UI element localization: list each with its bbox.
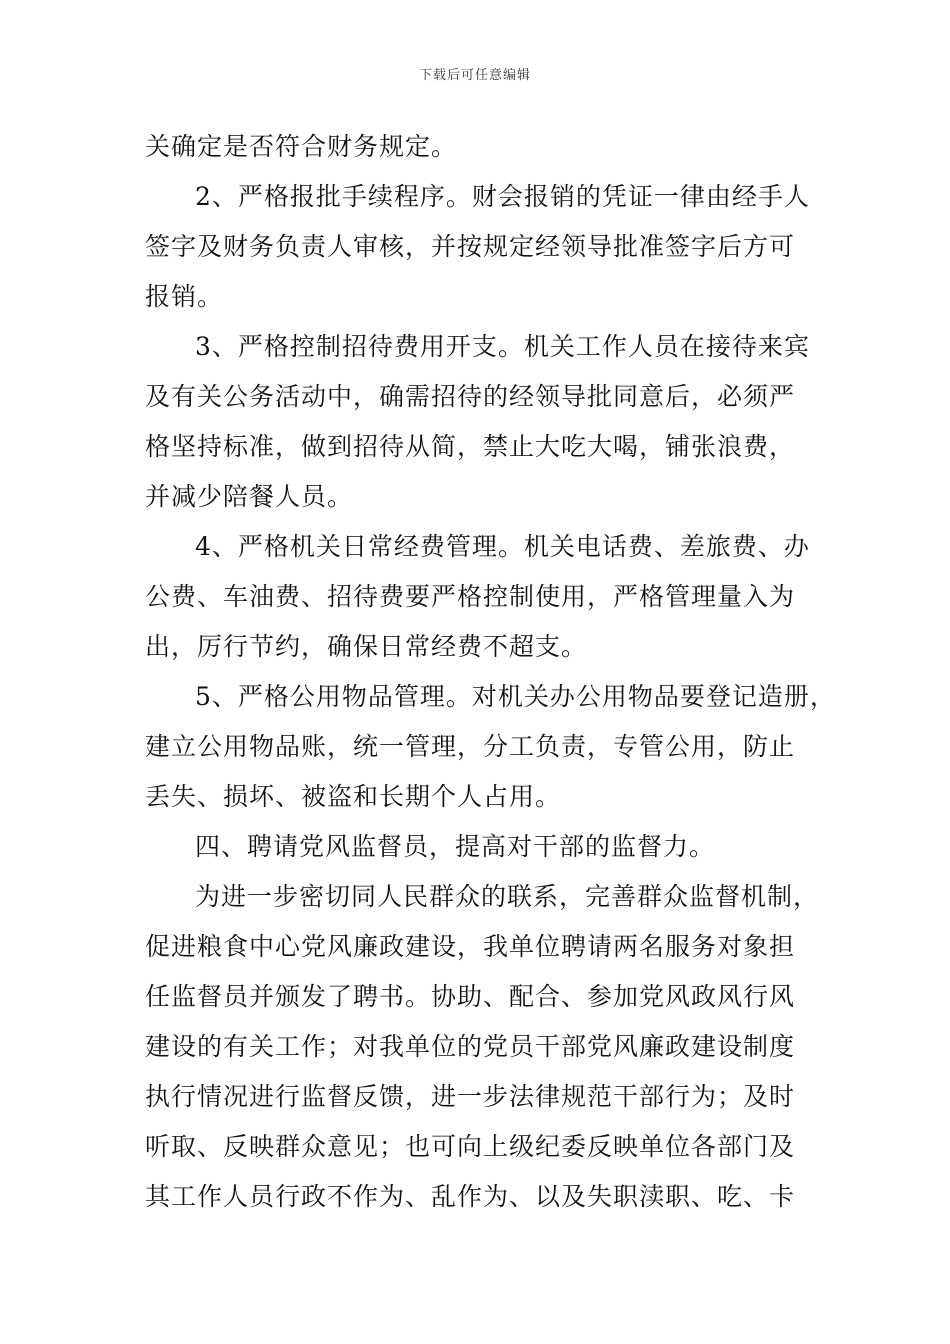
text-line: 报销。 (145, 282, 224, 311)
section-heading: 四、聘请党风监督员，提高对干部的监督力。 (195, 832, 716, 861)
document-body (145, 122, 836, 1222)
text-line: 丢失、损坏、被盗和长期个人占用。 (145, 782, 562, 811)
text-line: 关确定是否符合财务规定。 (145, 132, 458, 161)
text-line: 执行情况进行监督反馈，进一步法律规范干部行为；及时 (145, 1082, 796, 1111)
text-line: 公费、车油费、招待费要严格控制使用，严格管理量入为 (145, 582, 796, 611)
text-line: 促进粮食中心党风廉政建设，我单位聘请两名服务对象担 (145, 932, 796, 961)
text-line: 建设的有关工作；对我单位的党员干部党风廉政建设制度 (145, 1032, 796, 1061)
text-line: 听取、反映群众意见；也可向上级纪委反映单位各部门及 (145, 1132, 796, 1161)
page-header: 下载后可任意编辑 (418, 68, 531, 83)
text-line: 2、严格报批手续程序。财会报销的凭证一律由经手人 (195, 182, 810, 211)
text-line: 其工作人员行政不作为、乱作为、以及失职渎职、吃、卡 (145, 1182, 796, 1211)
text-line: 出，厉行节约，确保日常经费不超支。 (145, 632, 588, 661)
text-line: 5、严格公用物品管理。对机关办公用物品要登记造册， (195, 682, 836, 711)
text-line: 4、严格机关日常经费管理。机关电话费、差旅费、办 (195, 532, 810, 561)
text-line: 及有关公务活动中，确需招待的经领导批同意后，必须严 (145, 382, 796, 411)
text-line: 并减少陪餐人员。 (145, 482, 354, 511)
text-line: 签字及财务负责人审核，并按规定经领导批准签字后方可 (145, 232, 796, 261)
text-line: 任监督员并颁发了聘书。协助、配合、参加党风政风行风 (145, 982, 796, 1011)
text-line: 格坚持标准，做到招待从简，禁止大吃大喝，铺张浪费， (145, 432, 796, 461)
text-line: 建立公用物品账，统一管理，分工负责，专管公用，防止 (145, 732, 796, 761)
text-line: 为进一步密切同人民群众的联系，完善群众监督机制， (195, 882, 820, 911)
text-line: 3、严格控制招待费用开支。机关工作人员在接待来宾 (195, 332, 810, 361)
